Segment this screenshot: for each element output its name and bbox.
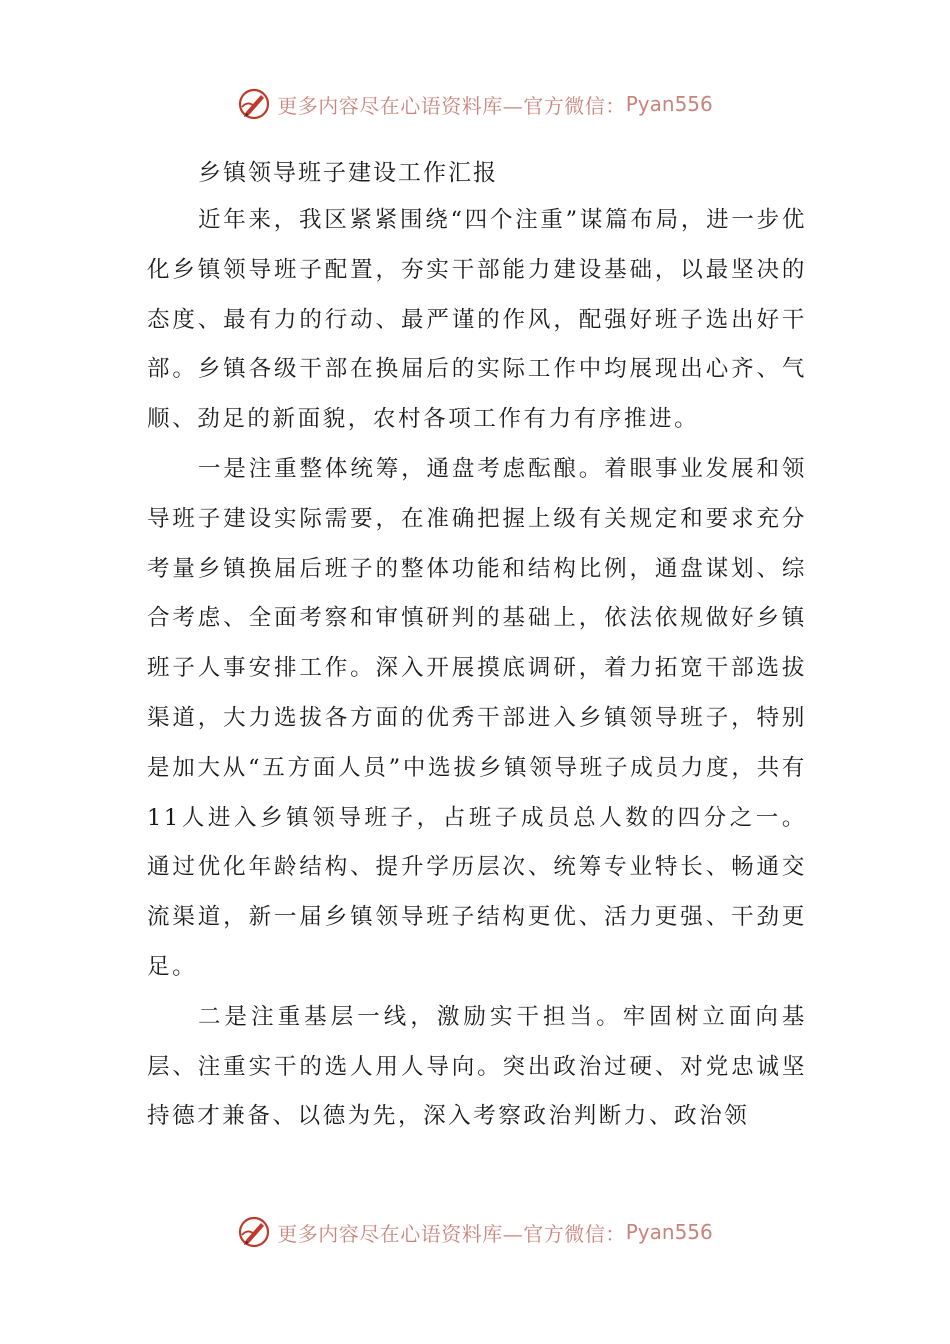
footer-watermark-banner [0,1212,950,1252]
header-watermark-banner [0,84,950,124]
header-wechat-handle: Pyan556 [625,92,713,116]
paragraph-point-one: 一是注重整体统筹，通盘考虑酝酿。着眼事业发展和领导班子建设实际需要，在准确把握上级有关规定和要求充分考量乡镇换届后班子的整体功能和结构比例，通盘谋划、综合考虑、全面考察和审慎研判的基础上，依法依规做好乡镇班子人事安排工作。深入开展摸底调研，着力拓宽干部选拔渠道，大力选拔各方面的优秀干部进入乡镇领导班子，特别是加大从“五方面人员”中选拔乡镇领导班子成员力度，共有11人进入乡镇领导班子，占班子成员总人数的四分之一。通过优化年龄结构、提升学历层次、统筹专业特长、畅通交流渠道，新一届乡镇领导班子结构更优、活力更强、干劲更足。 [147,455,807,980]
document-title: 乡镇领导班子建设工作汇报 [198,160,498,186]
header-brand-text: 更多内容尽在心语资料库—官方微信： [277,93,626,118]
footer-brand-text: 更多内容尽在心语资料库—官方微信： [277,1221,626,1246]
footer-wechat-handle: Pyan556 [625,1220,713,1244]
document-body [147,196,807,1142]
paragraph-point-two: 二是注重基层一线，激励实干担当。牢固树立面向基层、注重实干的选人用人导向。突出政治过硬、对党忠诚坚持德才兼备、以德为先，深入考察政治判断力、政治领 [147,1003,807,1130]
pen-seal-icon [237,87,271,121]
pen-seal-icon [237,1215,271,1249]
paragraph-intro: 近年来，我区紧紧围绕“四个注重”谋篇布局，进一步优化乡镇领导班子配置，夯实干部能力建设基础，以最坚决的态度、最有力的行动、最严谨的作风，配强好班子选出好干部。乡镇各级干部在换届后的实际工作中均展现出心齐、气顺、劲足的新面貌，农村各项工作有力有序推进。 [147,207,807,433]
